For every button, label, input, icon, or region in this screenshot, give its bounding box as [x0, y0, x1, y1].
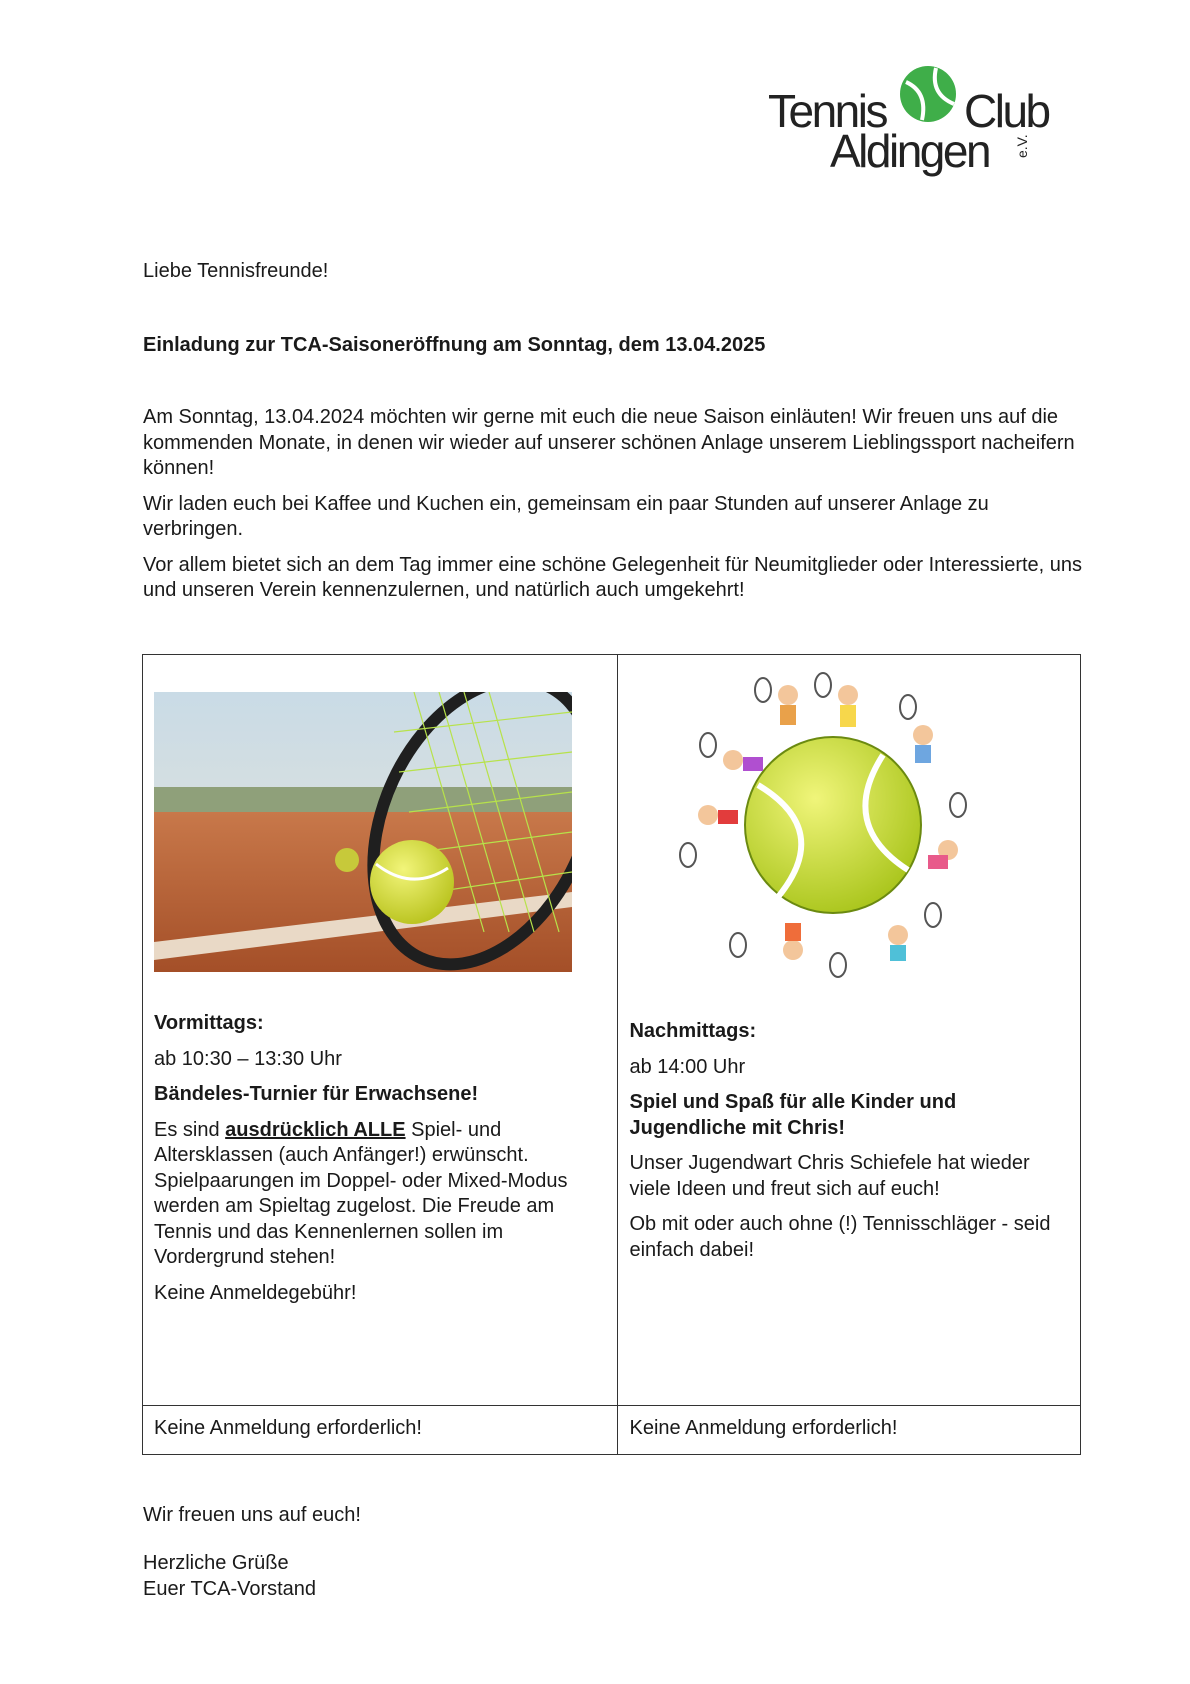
morning-description: [154, 1118, 594, 1271]
morning-desc-emphasis: ausdrücklich ALLE: [225, 1118, 406, 1141]
logo-word-aldingen: Aldingen: [830, 125, 990, 177]
morning-desc-pre: Es sind: [154, 1118, 226, 1141]
morning-event: Bändeles-Turnier für Erwachsene!: [154, 1083, 479, 1105]
morning-footer-cell: [143, 1406, 618, 1455]
tennis-court-photo: [154, 692, 572, 972]
afternoon-event: Spiel und Spaß für alle Kinder und Jugendliche mit Chris!: [629, 1091, 957, 1139]
tennis-ball-logo-icon: [896, 62, 960, 126]
afternoon-title: Nachmittags:: [629, 1020, 757, 1042]
logo-suffix: e.V.: [1014, 134, 1030, 158]
closing-line: Wir freuen uns auf euch!: [143, 1504, 361, 1526]
afternoon-extra: Ob mit oder auch ohne (!) Tennisschläger - seid einfach dabei!: [629, 1213, 1051, 1261]
morning-details: [154, 1011, 594, 1316]
invitation-heading: Einladung zur TCA-Saisoneröffnung am Sonntag, dem 13.04.2025: [143, 334, 766, 356]
morning-time: ab 10:30 – 13:30 Uhr: [154, 1047, 342, 1070]
intro-text: [143, 405, 1093, 614]
intro-paragraph: Am Sonntag, 13.04.2024 möchten wir gerne mit euch die neue Saison einläuten! Wir freuen uns auf die kommenden Monate, in denen wir wieder auf unserer schönen Anlage unserem Lieblingssport nacheifern können!: [143, 406, 1075, 479]
afternoon-description: Unser Jugendwart Chris Schiefele hat wieder viele Ideen und freut sich auf euch!: [629, 1152, 1030, 1200]
logo-word-tennis: Tennis: [768, 85, 886, 137]
afternoon-footer: Keine Anmeldung erforderlich!: [629, 1417, 898, 1439]
afternoon-cell: [618, 655, 1081, 1406]
afternoon-footer-cell: [618, 1406, 1081, 1455]
kids-tennis-illustration: [668, 665, 998, 985]
intro-paragraph: Vor allem bietet sich an dem Tag immer eine schöne Gelegenheit für Neumitglieder oder Interessierte, uns und unseren Verein kennenzulernen, und natürlich auch umgekehrt!: [143, 553, 1083, 601]
intro-paragraph: Wir laden euch bei Kaffee und Kuchen ein, gemeinsam ein paar Stunden auf unserer Anlage zu verbringen.: [143, 492, 989, 540]
schedule-table: [142, 654, 1081, 1455]
afternoon-time: ab 14:00 Uhr: [629, 1055, 746, 1078]
greeting: Herzliche Grüße: [143, 1552, 289, 1574]
logo-word-club: Club: [964, 85, 1049, 137]
morning-desc-post: Spiel- und Altersklassen (auch Anfänger!) erwünscht. Spielpaarungen im Doppel- oder Mixed-Modus werden am Spieltag zugelost. Die Freude am Tennis und das Kennenlernen sollen im Vordergrund stehen!: [154, 1118, 568, 1268]
morning-fee: Keine Anmeldegebühr!: [154, 1281, 357, 1304]
club-logo: [768, 62, 1068, 182]
morning-footer: Keine Anmeldung erforderlich!: [154, 1417, 422, 1439]
signature: Euer TCA-Vorstand: [143, 1578, 317, 1600]
salutation: Liebe Tennisfreunde!: [143, 260, 329, 282]
morning-cell: [143, 655, 618, 1406]
afternoon-details: [629, 1019, 1059, 1273]
morning-title: Vormittags:: [154, 1012, 264, 1034]
